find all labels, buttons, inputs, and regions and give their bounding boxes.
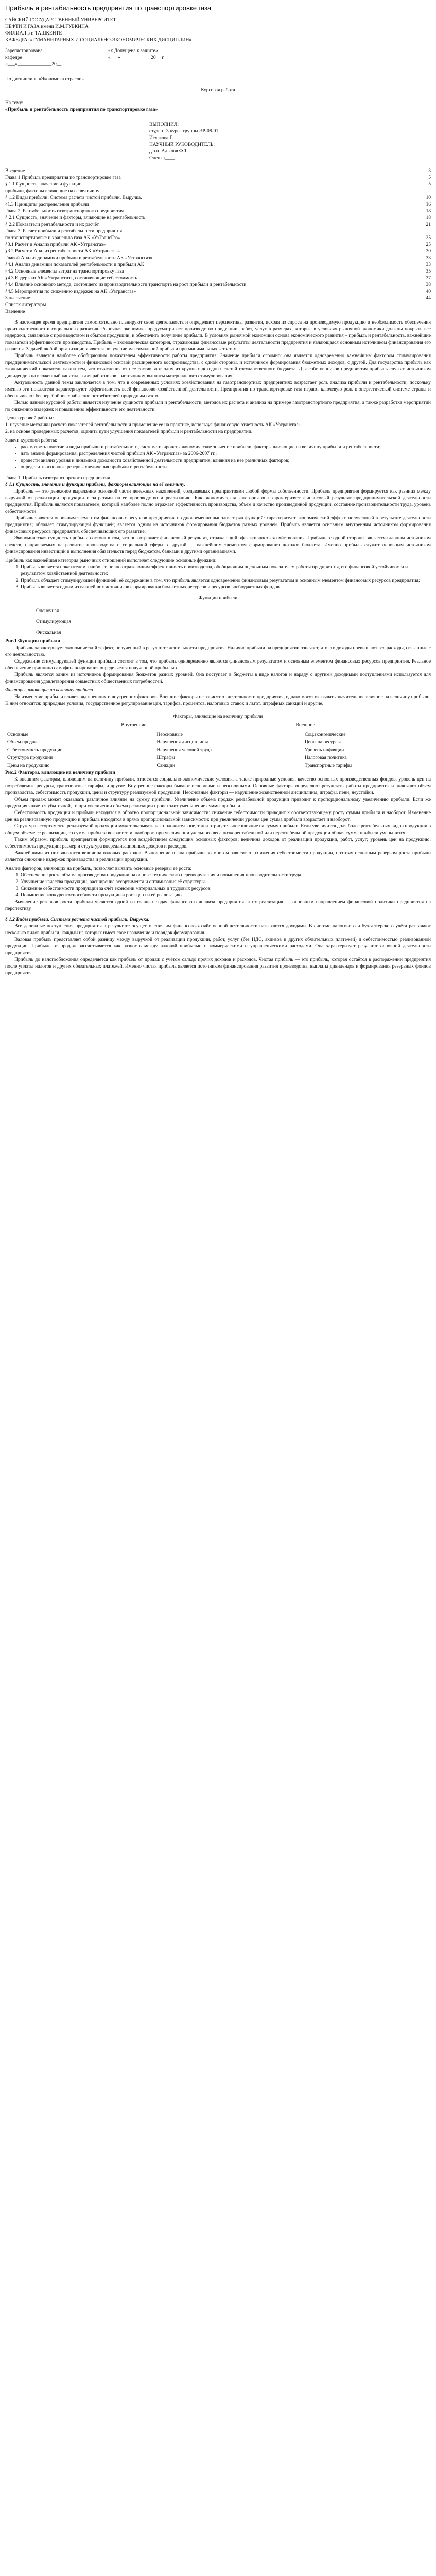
toc-row[interactable] [5,215,431,222]
reserves-list [5,872,431,899]
toc-row[interactable] [5,222,431,228]
toc-label: §4.3 Издержки АК «Узтрансгаз», составляющие себестоимость [5,276,137,281]
factors-title: Факторы, влияющие на величину прибыли [5,688,93,693]
toc-row[interactable] [5,289,431,295]
toc-page: 30 [426,249,431,254]
table-row [5,747,431,754]
section-1-1-text-b [5,645,431,685]
reserve-item: 1. Обеспечение роста объема производства продукции на основе технического перевооружения и повышения производительности труда. [21,872,431,879]
table-row [5,731,431,739]
toc-label: §4.4 Влияние основного метода, состоящего из производительности транспорта на рост прибыли и рентабельности [5,282,247,287]
toc-page: 37 [426,276,431,281]
toc-label: §1.3 Принципы распределения прибыли [5,202,89,207]
toc-label: § 2.1 Сущность, значение и факторы, влияющие на рентабельность [5,215,146,221]
section-1-2-text [5,923,431,977]
toc-label: §3.1 Расчет и Анализ прибыли АК «Узтрансгаз» [5,242,106,247]
paragraph: Целью данной курсовой работы является изучение сущности прибыли и рентабельности, методов их расчета и анализа на примере газотранспортного предприятия, а также разработка мероприятий по снижению издержек и повышению эффективности его деятельности. [5,400,431,412]
diagram-caption: Рис.1 Функции прибыли [5,639,60,644]
section-1-1-text [5,488,431,555]
toc-label: Заключение [5,296,30,301]
head-internal: Внутренние [121,723,147,728]
paragraph: Экономическая сущность прибыли состоит в том, что она отражает финансовый результат, отражающий эффективность хозяйствования. Прибыль, с одной стороны, является главным источником средств, направляемых на развитие производства и социальной сферы, с другой — важнейшим элементом формирования доходов бюджета. Именно прибыль служит основным источником финансирования инвестиций и выполнения обязательств перед бюджетом, банками и другими организациями. [5,536,431,554]
table-row [5,762,431,770]
supervisor-name: д.э.н. Адылов Ф.Т. [149,149,188,154]
toc-page: 18 [426,209,431,214]
table-cell: Неосновные [156,732,183,737]
toc-label: §4.2 Основные элементы затрат на транспортировку газа [5,269,124,274]
toc-page: 25 [426,235,431,241]
toc-page: 25 [426,242,431,247]
toc-label: Глава 1.Прибыль предприятия по транспортировке газа [5,175,121,180]
toc-page: 3 [428,168,431,174]
paragraph: Структура ассортимента реализуемой продукции может оказывать как положительное, так и отрицательное влияние на сумму прибыли. Если увеличится доля более рентабельных видов продукции в общем объеме ее реализации, то сумма прибыли возрастет, и, наоборот, при увеличении удельного веса низкорентабельной или нерентабельной продукции общая сумма прибыли уменьшится. [5,824,431,836]
executed-name: Исхакова Г. [149,135,173,141]
toc-page: 16 [426,202,431,207]
toc-row[interactable] [5,309,431,315]
toc-label: Глава 2. Рентабельность газотранспортного предприятия [5,209,124,214]
head-external: Внешние [295,723,315,728]
table-cell: Нарушения дисциплины [156,740,208,745]
toc-page: 10 [426,195,431,200]
supervisor-label: НАУЧНЫЙ РУКОВОДИТЕЛЬ: [149,142,215,147]
toc-row[interactable] [5,255,431,262]
function-item: 3. Прибыль является одним из важнейших источников формирования бюджетных ресурсов и ресурсов внебюджетных фондов. [21,584,431,591]
task-item: • дать анализ формирования, распределения чистой прибыли АК «Узтрансгаз» за 2006-2007 гг.; [21,451,431,457]
reg-label: Зарегистрирована [5,48,43,54]
work-title: Курсовая работа [201,88,235,93]
toc-label: § 1.1 Сущность, значение и функции [5,182,82,187]
tasks2-title: Задачи курсовой работы: [5,438,58,443]
paragraph: Актуальность данной темы заключается в том, что в современных условиях хозяйствования на газотранспортных предприятиях возрастает роль анализа прибыли и рентабельности, поскольку именно эти показатели характеризуют эффективность всей финансово-хозяйственной деятельности. Предприятия по транспортировке газа играют ключевую роль в энергетической системе страны и обеспечивают бесперебойное снабжение потребителей природным газом. [5,380,431,399]
table-cell: Нарушения условий труда [156,748,212,753]
discipline: По дисциплине «Экономика отрасли» [5,77,84,82]
table-cell: Налоговая политика [304,755,347,760]
toc-page: 35 [426,269,431,274]
toc-page: 33 [426,256,431,261]
section-1-2-title: § 1.2 Виды прибыли. Система расчета чистой прибыли. Выручка. [5,917,150,922]
toc-page: 44 [426,296,431,301]
toc-label: Главой Анализ динамики прибыли и рентабельности АК «Узтрансгаз» [5,256,153,261]
factors-caption: Рис.2 Факторы, влияющие на величину прибыли [5,770,115,775]
toc-label: по транспортировке и хранению газа АК «УзТрансГаз» [5,235,120,241]
reg-right: «к Допущена к защите» [108,48,158,54]
table-cell: Санкции [156,763,176,768]
kafedra-block [5,55,431,61]
toc-row[interactable] [5,262,431,268]
toc-row[interactable] [5,175,431,181]
factors-intro: На изменение прибыли влияет ряд внешних и внутренних факторов. Внешние факторы не зависят от деятельности предприятия, однако могут оказывать значительное влияние на величину прибыли. К ним относятся: природные условия, государственное регулирование цен, тарифов, процентов, налоговых ставок и льгот, штрафных санкций и другие. [5,694,431,706]
table-row [5,754,431,762]
toc-label: Введение [5,168,25,174]
header-line: САЙСКИЙ ГОСУДАРСТВЕННЫЙ УНИВЕРСИТЕТ [5,18,116,23]
toc-row[interactable] [5,235,431,242]
toc-row[interactable] [5,195,431,201]
paragraph: Прибыль является основным элементом финансовых ресурсов предприятия и одновременно выполняет ряд функций: характеризует экономический эффект, полученный в результате деятельности предприятия; обладает стимулирующей функцией; является одним из источников формирования бюджетов разных уровней. Прибыль является основным внутренним источником формирования финансовых ресурсов предприятия, обеспечивающих его развитие. [5,516,431,534]
executed-student: студент 3 курса группы ЭР-08-01 [149,129,219,134]
functions-list [5,564,431,591]
tasks-title: Цели курсовой работы: [5,416,54,421]
factors-table-head [5,720,431,731]
toc-page: 33 [426,262,431,267]
paragraph: Объем продаж может оказывать различное влияние на сумму прибыли. Увеличение объема продаж рентабельной продукции приводит к пропорциональному увеличению прибыли. Если же продукция является убыточной, то при увеличении объема реализации происходит уменьшение суммы прибыли. [5,797,431,809]
table-cell: Штрафы [156,755,175,760]
goals-list [5,422,431,435]
title-page-header [5,17,431,44]
toc-page: 40 [426,289,431,294]
toc-row[interactable] [5,181,431,188]
functions-title: Прибыль как важнейшая категория рыночных отношений выполняет следующие основные функции: [5,558,217,563]
table-of-contents [5,168,431,315]
registration-block [5,48,431,55]
paragraph: Все денежные поступления предприятия в результате осуществления им финансово-хозяйственной деятельности называются доходами. В системе налогового и бухгалтерского учёта различают несколько видов прибыли, каждый из которых имеет свое назначение и порядок формирования. [5,924,431,936]
theme: «Прибыль и рентабельность предприятия по транспортировке газа» [5,107,158,112]
paragraph: В настоящее время предприятия самостоятельно планируют свою деятельность и определяют перспективы развития, исходя из спроса на производимую продукцию и необходимость обеспечения производственного и социального развития. Рыночная экономика предусматривает производство продукции, работ, услуг в размерах, которые в условиях рыночной экономики должны покрыть все издержки, связанные с производством и сбытом продукции, и обеспечить получение прибыли. В условиях рыночной экономики основа экономического развития – прибыль и рентабельность, важнейшие показатели эффективности производства. Прибыль – экономическая категория, отражающая финансовые результаты деятельности предприятия и являющаяся основным источником финансирования его развития. Задачей любой организации является получение максимальной прибыли при минимальных затратах. [5,320,431,352]
reserves-title: Анализ факторов, влияющих на прибыль, позволяет выявить основные резервы её роста: [5,866,192,871]
toc-row[interactable] [5,295,431,302]
header-line: НЕФТИ И ГАЗА имени И.М.ГУБКИНА [5,24,89,29]
task-item: • рассмотреть понятие и виды прибыли и рентабельности, систематизировать экономическое значение прибыли, факторы влияющие на величину прибыли и рентабельности; [21,444,431,451]
function-item: 1. Прибыль является показателем, наиболее полно отражающим эффективность производства, обобщающим оценочным показателем работы предприятия, его финансовой устойчивости и результатом хозяйственной деятельности; [21,564,431,578]
table-cell: Соц.экономические [304,732,346,737]
toc-page: 18 [426,215,431,221]
toc-row[interactable] [5,275,431,282]
reserve-item: 4. Повышение конкурентоспособности продукции и рост цен на её реализацию. [21,892,431,899]
section-1-1-title: § 1.1 Сущность, значение и функции прибыли, факторы влияющие на её величину. [5,482,185,487]
table-cell: Транспортные тарифы [304,763,352,768]
factors-table [5,731,431,770]
diagram-item: Оценочная [36,608,59,614]
tasks-list [5,444,431,471]
table-cell: Цены на ресурсы [304,740,341,745]
page-title: Прибыль и рентабельность предприятия по транспортировке газа [5,4,212,12]
introduction [5,319,431,413]
paragraph: Прибыль до налогообложения определяется как прибыль от продаж с учётом сальдо прочих доходов и расходов. Чистая прибыль — это прибыль, которая остаётся в распоряжении предприятия после уплаты налогов и других обязательных платежей. Именно чистая прибыль является источником финансирования развития производства, выплаты дивидендов и формирования резервных фондов предприятия. [5,957,431,976]
paragraph: Таким образом, прибыль предприятия формируется под воздействием следующих основных факторов: величина доходов от реализации продукции, работ, услуг; уровень цен на продукцию; себестоимость продукции; размер и структура внереализационных доходов и расходов. [5,837,431,849]
paragraph: К внешним факторам, влияющим на величину прибыли, относятся социально-экономические условия, а также природные условия, качество основных производственных фондов, уровень цен на потребляемые ресурсы, транспортные тарифы, и другие. Внутренние факторы бывают основными и неосновными. Основные факторы определяют результаты работы предприятия и включают объем производства, себестоимость продукции, цены и структуру реализуемой продукции. Неосновные факторы — нарушение хозяйственной дисциплины, штрафы, пени, неустойки. [5,777,431,795]
toc-row[interactable] [5,242,431,248]
date-left: «___»______________20__г. [5,62,64,67]
factors-text [5,776,431,863]
kafedra-label: кафедре [5,55,22,60]
paragraph: Содержание стимулирующей функции прибыли состоит в том, что прибыль одновременно является финансовым результатом и основным элементом финансовых ресурсов предприятия. Реальное обеспечение принципа самофинансирования определяется полученной прибылью. [5,659,431,671]
paragraph: Себестоимость продукции и прибыль находятся в обратно пропорциональной зависимости: снижение себестоимости приводит к соответствующему росту суммы прибыли и наоборот. Изменение цен на реализованную продукцию и прибыль находятся в прямо пропорциональной зависимости: при увеличении уровня цен сумма прибыли возрастает и наоборот. [5,810,431,822]
toc-label: §4.1 Анализ динамики показателей рентабельности и прибыли АК [5,262,145,267]
toc-label: §3.2 Расчет и Анализ рентабельности АК «Узтрансгаз» [5,249,120,254]
toc-label: прибыли, факторы влияющие на её величину [5,189,100,194]
paragraph: Прибыль характеризует экономический эффект, полученный в результате деятельности предприятия. Наличие прибыли на предприятии означает, что его доходы превышают все расходы, связанные с его деятельностью. [5,646,431,657]
toc-label: §4.5 Мероприятия по снижению издержек на АК «Узтрансгаз» [5,289,136,294]
grade: Оценка____ [149,156,175,161]
goal-item: 2. на основе проведенных расчетов, оценить пути улучшения показателей прибыли и рентабельности на предприятии. [5,429,253,434]
toc-page: 21 [426,222,431,227]
theme-label: На тему: [5,100,24,106]
toc-row[interactable] [5,282,431,289]
toc-row[interactable] [5,168,431,175]
toc-label: Глава 3. Расчет прибыли и рентабельности предприятия [5,229,123,234]
executed-block [5,122,431,162]
paragraph: Важнейшими из них являются величина валовых расходов. Выполнение плана прибыли во многом зависит от снижения себестоимости продукции, поэтому основным резервом роста прибыли является снижение издержек производства и реализации продукции. [5,851,431,862]
table-cell: Себестоимость продукции [7,748,63,753]
toc-row[interactable] [5,201,431,208]
task-item: • определить основные резервы увеличения прибыли и рентабельности. [21,464,431,471]
toc-label: § 1.2 Виды прибыли. Система расчета чистой прибыли. Выручка. [5,195,142,200]
table-cell: Объем продаж [7,740,38,745]
toc-row[interactable] [5,208,431,215]
paragraph: Прибыль — это денежное выражение основной части денежных накоплений, создаваемых предприятиями любой формы собственности. Прибыль предприятия формируется как разница между выручкой от реализации продукции и затратами на ее производство и реализацию. Как экономическая категория она характеризует финансовый результат предпринимательской деятельности предприятия. Прибыль является показателем, который наиболее полно отражает эффективность производства, объем и качество произведенной продукции, состояние производительности труда, уровень себестоимости. [5,489,431,514]
toc-page: 5 [428,182,431,187]
executed-label: ВЫПОЛНИЛ: [149,122,179,127]
toc-label: § 2.2 Показатели рентабельности и их расчёт [5,222,99,227]
factors-table-title: Факторы, влияющие на величину прибыли [173,714,263,719]
paragraph: Прибыль является наиболее обобщающим показателем эффективности работы предприятия. Значение прибыли огромно: она является одновременно важнейшим фактором стимулирования предпринимательской деятельности и финансовой основой расширенного воспроизводства, с одной стороны, и источником формирования бюджетных доходов, с другой. Для государства прибыль как экономический показатель важна тем, что отчисления от нее составляют одну из крупных доходных статей государственного бюджета. Для собственников предприятия прибыль служит источником дивидендов на вложенный капитал, а для работников – источником выплаты материального стимулирования. [5,353,431,379]
table-cell: Уровень инфляции [304,748,344,753]
table-row [5,739,431,747]
toc-page: 5 [428,175,431,180]
toc-page: 38 [426,282,431,287]
reserve-item: 2. Улучшение качества продукции, расширение ассортимента и оптимизация её структуры. [21,879,431,886]
toc-row[interactable] [5,248,431,255]
paragraph: Валовая прибыль представляет собой разницу между выручкой от реализации продукции, работ, услуг (без НДС, акцизов и других обязательных платежей) и себестоимостью реализованной продукции. Прибыль от продаж рассчитывается как разность между валовой прибылью и коммерческими и управленческими расходами. Она характеризует результат основной деятельности предприятия. [5,937,431,956]
header-line: ФИЛИАЛ в г. ТАШКЕНТЕ [5,31,62,36]
toc-label: Введение [5,309,25,314]
diagram-item: Стимулирующая [36,619,71,624]
toc-row[interactable] [5,188,431,195]
reserve-item: 3. Снижение себестоимости продукции за счёт экономии материальных и трудовых ресурсов. [21,886,431,892]
diagram-title: Функции прибыли [198,596,238,601]
task-item: • провести анализ уровня и динамики доходности хозяйственной деятельности предприятия, влияния на нее различных факторов; [21,457,431,464]
toc-row[interactable] [5,228,431,235]
header-line: КАФЕДРА: «ГУМАНИТАРНЫХ И СОЦИАЛЬНО-ЭКОНОМИЧЕСКИХ ДИСЦИПЛИН» [5,38,192,43]
toc-row[interactable] [5,302,431,309]
kafedra-right: «___»____________ 20__ г. [108,55,165,60]
goal-item: 1. изучение методики расчета показателей рентабельности и применение ее на практике, используя финансовую отчетность АК «Узтрансгаз» [5,422,301,428]
table-cell: Основные [7,732,29,737]
toc-label: Список литературы [5,302,46,308]
toc-row[interactable] [5,268,431,275]
function-item: 2. Прибыль обладает стимулирующей функцией: её содержание в том, что прибыль является одновременно финансовым результатом и основным элементом финансовых ресурсов предприятия; [21,578,431,584]
functions-diagram [5,595,431,645]
reserves-end: Выявление резервов роста прибыли является одной из главных задач финансового анализа предприятия, а их реализация — основным направлением финансовой политики предприятия на перспективу. [5,900,431,911]
paragraph: Прибыль является одним из источников формирования бюджетов разных уровней. Она поступает в бюджеты в виде налогов и наряду с другими доходными поступлениями используется для финансирования удовлетворения совместных общественных потребностей. [5,672,431,684]
table-cell: Цены на продукцию [7,763,50,768]
diagram-item: Фискальная [36,630,61,635]
table-cell: Структура продукции [7,755,53,760]
chapter-1-title: Глава 1. Прибыль газотранспортного предприятия [5,476,110,481]
